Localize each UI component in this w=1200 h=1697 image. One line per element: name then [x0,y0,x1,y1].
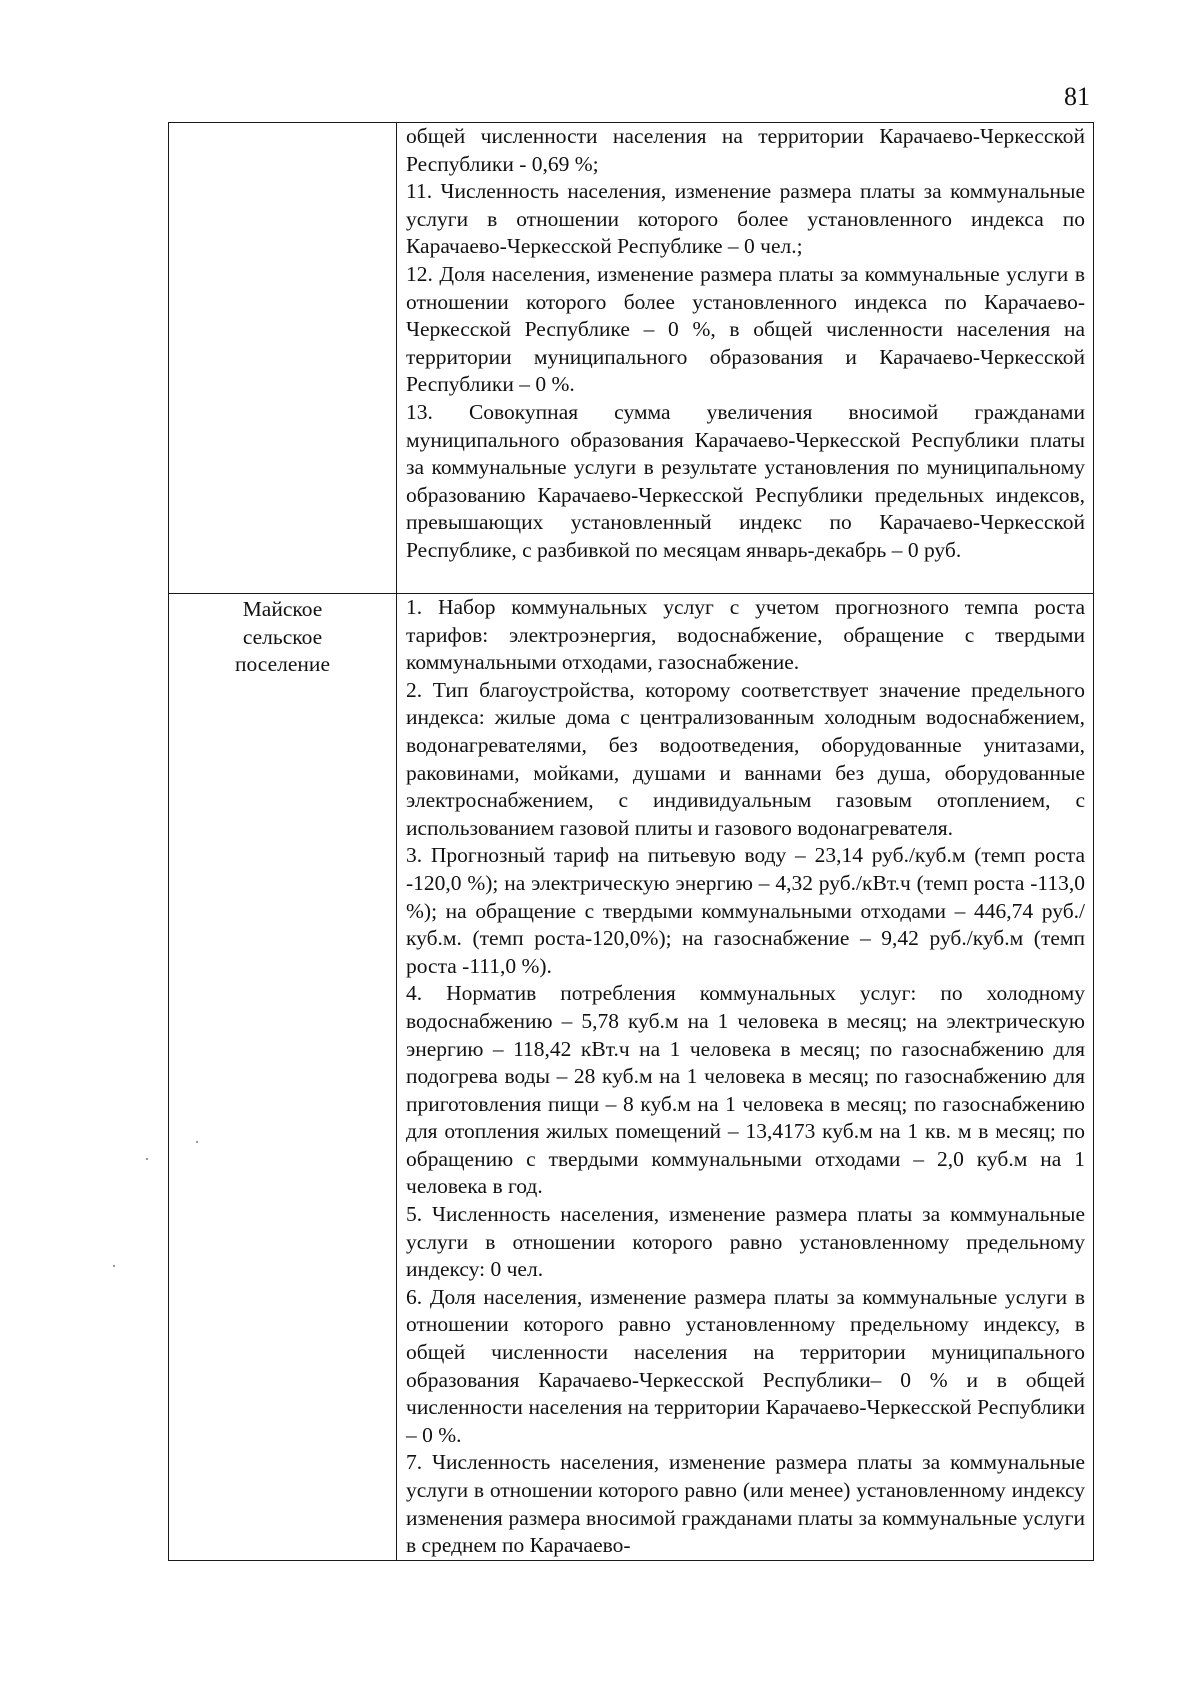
scan-speck [196,1141,198,1143]
municipality-cell [169,123,397,594]
paragraph: 6. Доля населения, изменение размера платы за коммунальные услуги в отношении которого равно установленному предельному индексу, в общей численности населения на территории муниципального образования Карачаево-Черкесской Республики– 0 % и в общей численности населения на территории Карачаево-Черкесской Республики – 0 %. [406,1284,1085,1447]
municipality-name-line: сельское [242,624,323,649]
municipality-name-line: Майское [242,597,323,621]
paragraph: 4. Норматив потребления коммунальных услуг: по холодному водоснабжению – 5,78 куб.м на 1 человека в месяц; на электрическую энергию – 118,42 кВт.ч на 1 человека в месяц; по газоснабжению для подогрева воды – 28 куб.м на 1 человека в месяц; по газоснабжению для приготовления пищи – 8 куб.м на 1 человека в месяц; по газоснабжению для отопления жилых помещений – 13,4173 куб.м на 1 кв. м в месяц; по обращению с твердыми коммунальными отходами – 2,0 куб.м на 1 человека в год. [406,981,1085,1199]
paragraph: 5. Численность населения, изменение размера платы за коммунальные услуги в отношении которого равно установленному предельному индексу: 0 чел. [406,1202,1085,1282]
scan-speck [146,1158,148,1160]
scan-speck [113,1265,115,1267]
table-row [169,123,1094,594]
paragraph: 11. Численность населения, изменение размера платы за коммунальные услуги в отношении которого более установленного индекса по Карачаево-Черкесской Республике – 0 чел.; [406,179,1085,259]
paragraph: 3. Прогнозный тариф на питьевую воду – 23,14 руб./куб.м (темп роста -120,0 %); на электрическую энергию – 4,32 руб./кВт.ч (темп роста -113,0 %); на обращение с твердыми коммунальными отходами – 446,74 руб./куб.м. (темп роста-120,0%); на газоснабжение – 9,42 руб./куб.м (темп роста -111,0 %). [406,843,1085,978]
paragraph: 7. Численность населения, изменение размера платы за коммунальные услуги в отношении которого равно (или менее) установленному индексу изменения размера вносимой гражданами платы за коммунальные услуги в среднем по Карачаево- [406,1450,1085,1558]
description-cell [397,123,1094,594]
indices-table [168,122,1094,1561]
table-row [169,594,1094,1561]
paragraph: 12. Доля населения, изменение размера платы за коммунальные услуги в отношении которого более установленного индекса по Карачаево-Черкесской Республике – 0 %, в общей численности населения на территории муниципального образования и Карачаево-Черкесской Республики – 0 %. [406,261,1085,397]
paragraph: 13. Совокупная сумма увеличения вносимой гражданами муниципального образования Карачаево-Черкесской Республики платы за коммунальные услуги в результате установления по муниципальному образованию Карачаево-Черкесской Республики предельных индексов, превышающих установленный индекс по Карачаево-Черкесской Республике, с разбивкой по месяцам январь-декабрь – 0 руб. [406,399,1085,562]
municipality-cell [169,594,397,1561]
description-cell [397,594,1094,1561]
paragraph: 1. Набор коммунальных услуг с учетом прогнозного темпа роста тарифов: электроэнергия, водоснабжение, обращение с твердыми коммунальными отходами, газоснабжение. [406,595,1085,675]
paragraph: общей численности населения на территории Карачаево-Черкесской Республики - 0,69 %; [406,124,1085,176]
municipality-name-line: поселение [235,652,330,676]
page-number: 81 [1064,82,1090,111]
paragraph: 2. Тип благоустройства, которому соответствует значение предельного индекса: жилые дома с централизованным холодным водоснабжением, водонагревателями, без водоотведения, оборудованные унитазами, раковинами, мойками, душами и ваннами без душа, оборудованные электроснабжением, с индивидуальным газовым отоплением, с использованием газовой плиты и газового водонагревателя. [406,677,1085,840]
